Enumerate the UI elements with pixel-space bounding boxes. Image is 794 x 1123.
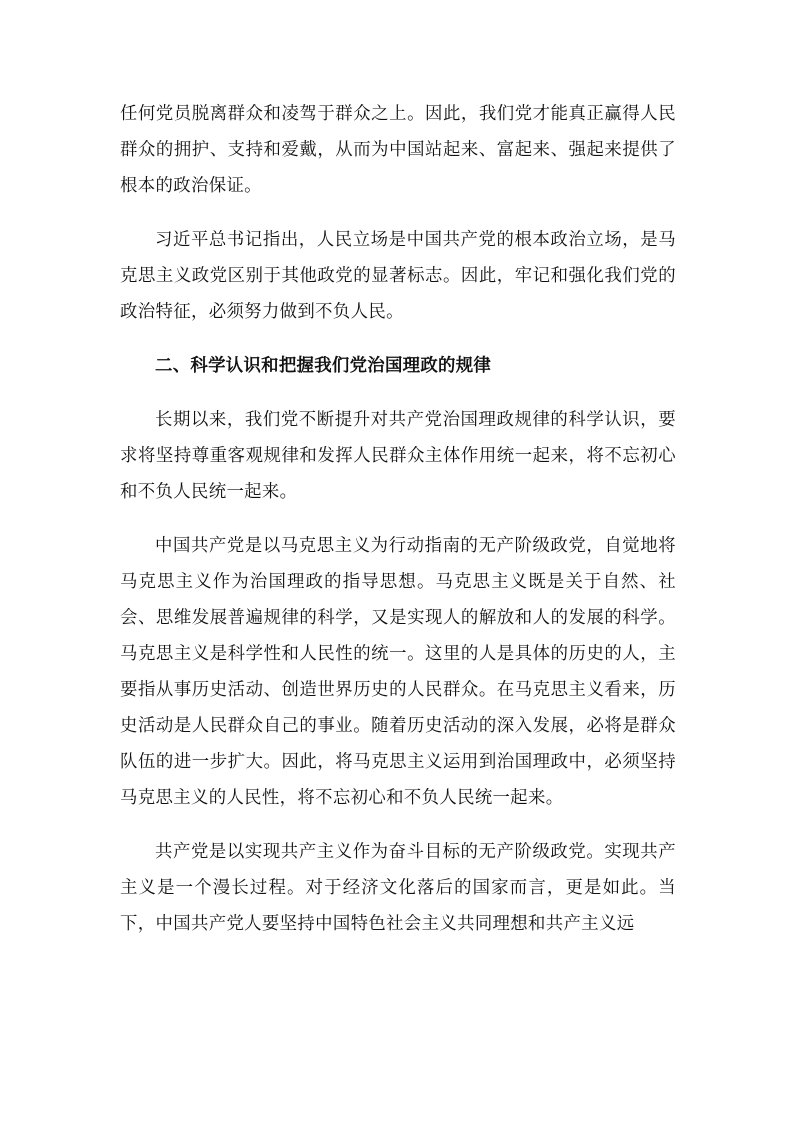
paragraph-intro-continuation: 任何党员脱离群众和凌驾于群众之上。因此，我们党才能真正赢得人民群众的拥护、支持和爱戴，从而为中国站起来、富起来、强起来提供了根本的政治保证。 [120, 104, 676, 196]
paragraph-political-stance: 习近平总书记指出，人民立场是中国共产党的根本政治立场，是马克思主义政党区别于其他政党的显著标志。因此，牢记和强化我们党的政治特征，必须努力做到不负人民。 [120, 230, 676, 322]
paragraph-communist-goal: 共产党是以实现共产主义作为奋斗目标的无产阶级政党。实现共产主义是一个漫长过程。对于经济文化落后的国家而言，更是如此。当下，中国共产党人要坚持中国特色社会主义共同理想和共产主义远 [120, 842, 676, 934]
paragraph-marxism-guidance: 中国共产党是以马克思主义为行动指南的无产阶级政党，自觉地将马克思主义作为治国理政的指导思想。马克思主义既是关于自然、社会、思维发展普遍规律的科学，又是实现人的解放和人的发展的科学。马克思主义是科学性和人民性的统一。这里的人是具体的历史的人，主要指从事历史活动、创造世界历史的人民群众。在马克思主义看来，历史活动是人民群众自己的事业。随着历史活动的深入发展，必将是群众队伍的进一步扩大。因此，将马克思主义运用到治国理政中，必须坚持马克思主义的人民性，将不忘初心和不负人民统一起来。 [120, 536, 676, 808]
section-heading-2: 二、科学认识和把握我们党治国理政的规律 [155, 356, 492, 376]
document-body [120, 96, 676, 942]
paragraph-governance-law: 长期以来，我们党不断提升对共产党治国理政规律的科学认识，要求将坚持尊重客观规律和发挥人民群众主体作用统一起来，将不忘初心和不负人民统一起来。 [120, 410, 676, 502]
